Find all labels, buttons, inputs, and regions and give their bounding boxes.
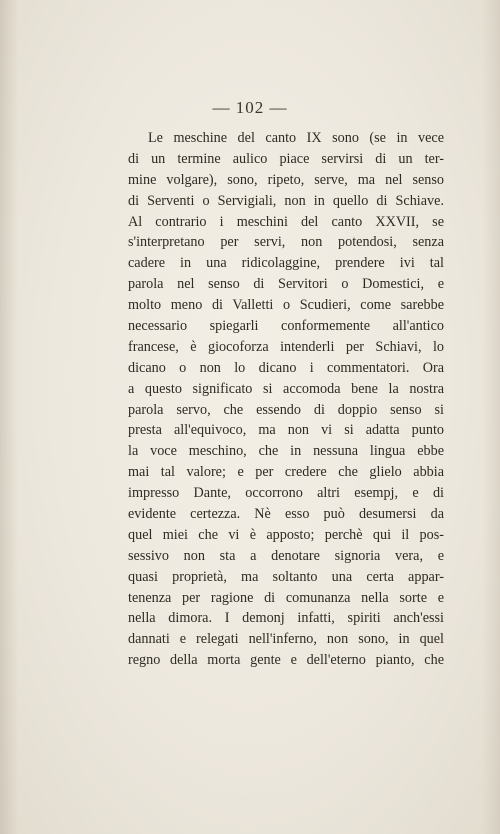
text-line: cadere in una ridicolaggine, prendere ivi tal	[128, 255, 444, 272]
text-line: mine volgare), sono, ripeto, serve, ma nel senso	[128, 171, 444, 188]
text-line: quel miei che vi è apposto; perchè qui il pos-	[128, 526, 444, 543]
text-line: nella dimora. I demonj infatti, spiriti anch'essi	[128, 610, 444, 627]
text-line: la voce meschino, che in nessuna lingua ebbe	[128, 443, 444, 460]
text-line: impresso Dante, occorrono altri esempj, e di	[128, 485, 444, 502]
text-line: di un termine aulico piace servirsi di un ter-	[128, 150, 444, 167]
text-line: sessivo non sta a denotare signoria vera, e	[128, 547, 444, 564]
text-line: francese, è giocoforza intenderli per Schiavi, lo	[128, 338, 444, 355]
text-line: evidente certezza. Nè esso può desumersi da	[128, 506, 444, 523]
text-line: dicano o non lo dicano i commentatori. Ora	[128, 359, 444, 376]
page-number: — 102 —	[212, 98, 288, 117]
body-text	[128, 128, 444, 671]
text-line: Le meschine del canto IX sono (se in vece	[148, 130, 444, 146]
text-line: parola nel senso di Servitori o Domestici, e	[128, 276, 444, 293]
text-line: parola servo, che essendo di doppio senso si	[128, 401, 444, 418]
text-line: molto meno di Valletti o Scudieri, come sarebbe	[128, 297, 444, 314]
text-line: quasi proprietà, ma soltanto una certa appar-	[128, 568, 444, 585]
text-line: Al contrario i meschini del canto XXVII, se	[128, 213, 444, 230]
left-page-shadow	[0, 0, 18, 834]
text-line: a questo significato si accomoda bene la nostra	[128, 380, 444, 397]
text-line: tenenza per ragione di comunanza nella sorte e	[128, 589, 444, 606]
text-line: di Serventi o Servigiali, non in quello di Schiave.	[128, 192, 444, 209]
text-line: presta all'equivoco, ma non vi si adatta punto	[128, 422, 444, 439]
text-line: necessario spiegarli conformemente all'antico	[128, 318, 444, 335]
text-line: regno della morta gente e dell'eterno pianto, che	[128, 652, 444, 669]
right-page-shadow	[482, 0, 500, 834]
text-line: dannati e relegati nell'inferno, non sono, in quel	[128, 631, 444, 648]
text-line: mai tal valore; e per credere che glielo abbia	[128, 464, 444, 481]
text-line: s'interpretano per servi, non potendosi, senza	[128, 234, 444, 251]
